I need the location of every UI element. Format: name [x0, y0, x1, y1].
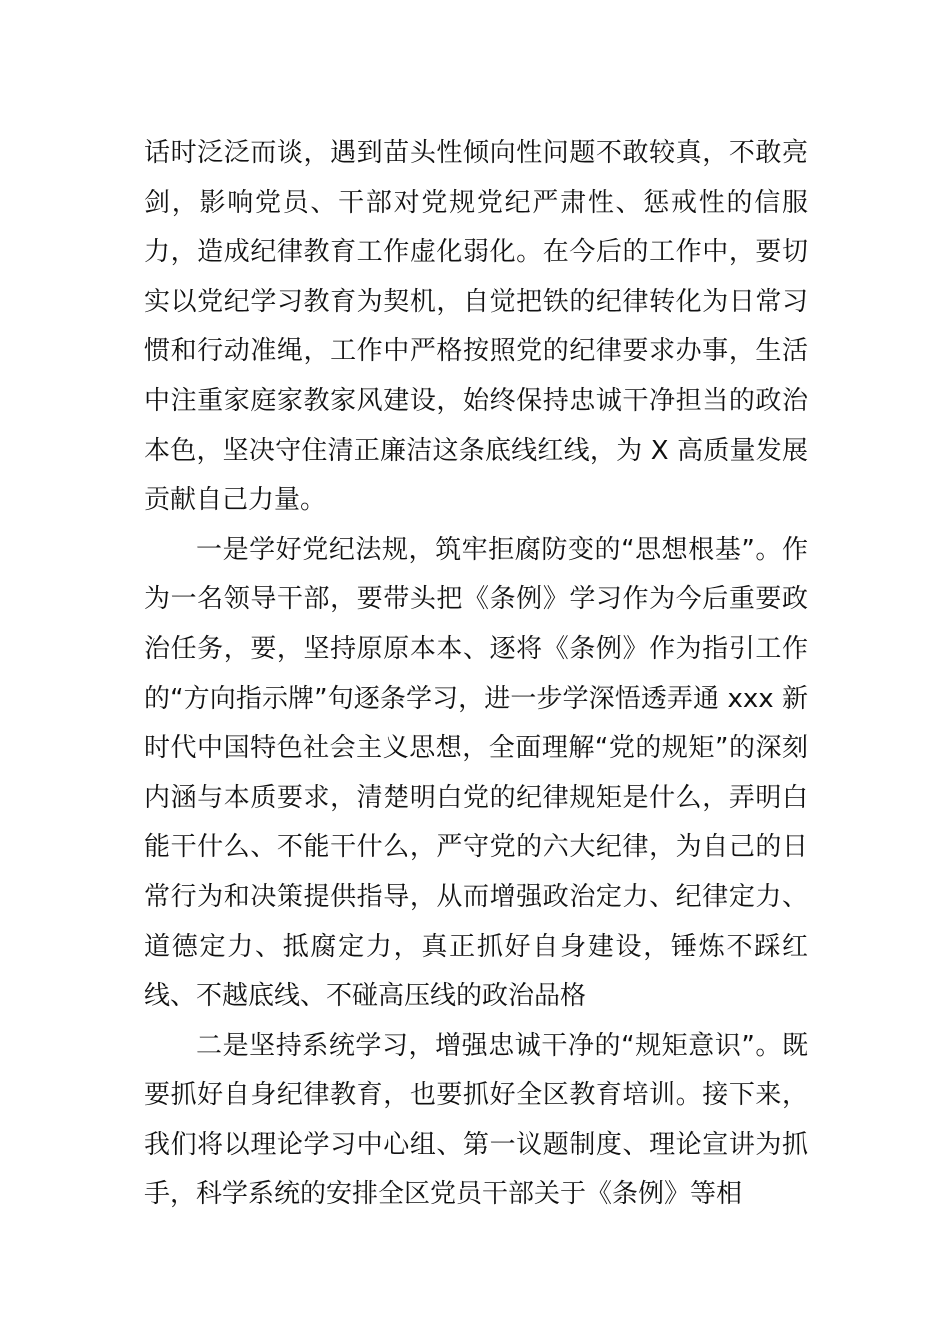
paragraph-point-two: 二是坚持系统学习，增强忠诚干净的“规矩意识”。既要抓好自身纪律教育，也要抓好全区教育培训。接下来，我们将以理论学习中心组、第一议题制度、理论宣讲为抓手，科学系统的安排全区党员干部关于《条例》等相 — [144, 1030, 808, 1210]
document-body — [144, 129, 808, 1220]
paragraph-point-one: 一是学好党纪法规，筑牢拒腐防变的“思想根基”。作为一名领导干部，要带头把《条例》学习作为今后重要政治任务，要，坚持原原本本、逐将《条例》作为指引工作的“方向指示牌”句逐条学习，进一步学深悟透弄通 xxx 新时代中国特色社会主义思想，全面理解“党的规矩”的深刻内涵与本质要求，清楚明白党的纪律规矩是什么，弄明白能干什么、不能干什么，严守党的六大纪律，为自己的日常行为和决策提供指导，从而增强政治定力、纪律定力、道德定力、抵腐定力，真正抓好自身建设，锤炼不踩红线、不越底线、不碰高压线的政治品格 — [144, 534, 808, 1012]
paragraph-continuation: 话时泛泛而谈，遇到苗头性倾向性问题不敢较真，不敢亮剑，影响党员、干部对党规党纪严肃性、惩戒性的信服力，造成纪律教育工作虚化弱化。在今后的工作中，要切实以党纪学习教育为契机，自觉把铁的纪律转化为日常习惯和行动准绳，工作中严格按照党的纪律要求办事，生活中注重家庭家教家风建设，始终保持忠诚干净担当的政治本色，坚决守住清正廉洁这条底线红线，为 X 高质量发展贡献自己力量。 — [144, 138, 808, 516]
